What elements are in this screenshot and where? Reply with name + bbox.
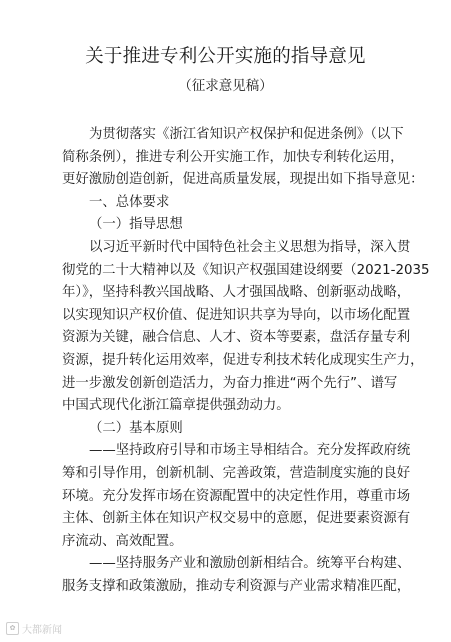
text-line: 一、总体要求 (89, 194, 170, 210)
text-line: 更好激励创造创新，促进高质量发展，现提出如下指导意见： (62, 172, 424, 188)
text-line: 服务支撑和政策激励，推动专利资源与产业需求精准匹配， (62, 578, 411, 594)
text-line: （二）基本原则 (89, 420, 183, 436)
document-subtitle: （征求意见稿） (178, 78, 273, 94)
text-line: 年）》，坚持科教兴国战略、人才强国战略、创新驱动战略， (62, 285, 411, 301)
text-line: 序流动、高效配置。 (62, 533, 183, 549)
text-line: 为贯彻落实《浙江省知识产权保护和促进条例》（以下 (89, 127, 404, 142)
text-line: 彻党的二十大精神以及《知识产权强国建设纲要（2021-2035 (62, 262, 430, 278)
text-line: 进一步激发创新创造活力，为奋力推进“两个先行”、谱写 (62, 375, 398, 391)
text-line: 简称条例），推进专利公开实施工作，加快专利转化运用， (62, 149, 404, 165)
watermark-text: 大都新闻 (22, 624, 62, 636)
text-line: 以实现知识产权价值、促进知识共享为导向，以市场化配置 (62, 307, 411, 323)
logo-icon: ✿ (6, 622, 19, 635)
text-line: 资源，提升转化运用效率，促进专利技术转化成现实生产力， (62, 352, 424, 368)
text-line: 筹和引导作用，创新机制、完善政策，营造制度实施的良好 (62, 465, 411, 481)
text-line: ——坚持服务产业和激励创新相结合。统筹平台构建、 (89, 556, 411, 572)
document-body (62, 124, 430, 598)
watermark (6, 620, 62, 636)
document-title: 关于推进专利公开实施的指导意见 (85, 46, 366, 67)
text-line: 主体、创新主体在知识产权交易中的意愿，促进要素资源有 (62, 511, 411, 527)
text-line: ——坚持政府引导和市场主导相结合。充分发挥政府统 (89, 443, 411, 459)
text-line: 以习近平新时代中国特色社会主义思想为指导，深入贯 (89, 239, 411, 255)
text-line: 资源为关键，融合信息、人才、资本等要素，盘活存量专利 (62, 330, 411, 346)
text-line: （一）指导思想 (89, 217, 183, 233)
text-line: 中国式现代化浙江篇章提供强劲动力。 (62, 398, 290, 414)
text-line: 环境。充分发挥市场在资源配置中的决定性作用，尊重市场 (62, 488, 411, 504)
